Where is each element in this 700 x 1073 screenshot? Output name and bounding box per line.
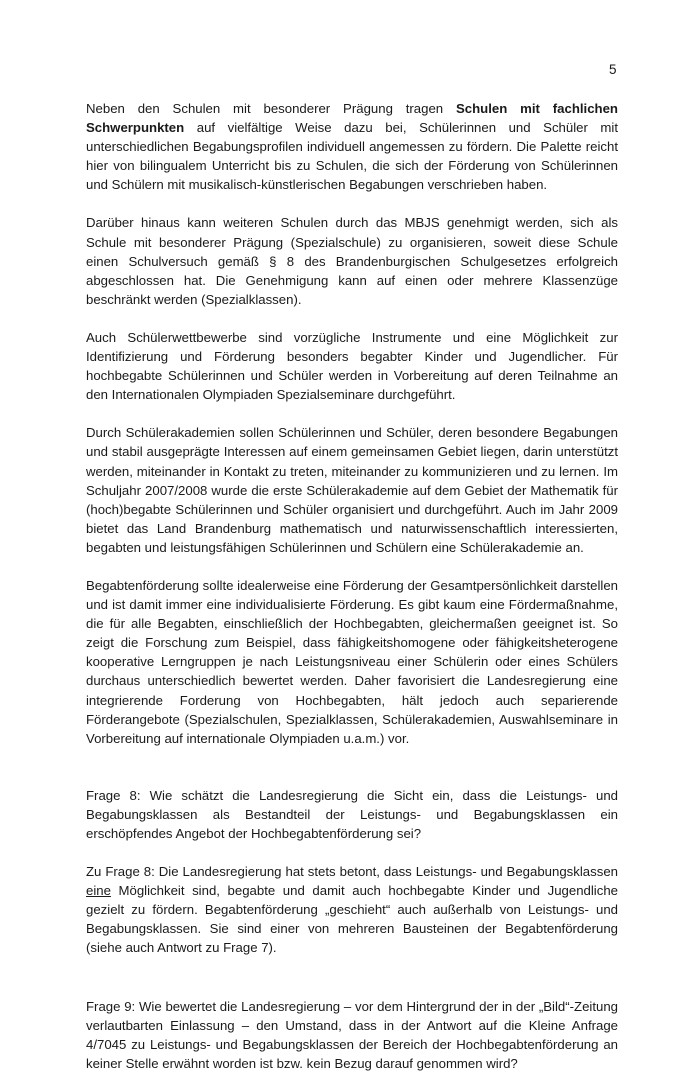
paragraph-text: Neben den Schulen mit besonderer Prägung tragen: [86, 101, 456, 116]
page-number: 5: [609, 62, 617, 77]
question-8: Frage 8: Wie schätzt die Landesregierung die Sicht ein, dass die Leistungs- und Begabungsklassen als Bestandteil der Leistungs- und Begabungsklassen ein erschöpfendes Angebot der Hochbegabtenförderung sei?: [86, 787, 618, 841]
paragraph-academies: Durch Schülerakademien sollen Schülerinnen und Schüler, deren besondere Begabungen und stabil ausgeprägte Interessen auf einem gemeinsamen Gebiet liegen, darin unterstützt werden, miteinander in Kontakt zu treten, miteinander zu kommunizieren und zu lernen. Im Schuljahr 2007/2008 wurde die erste Schülerakademie auf dem Gebiet der Mathematik für (hoch)begabte Schülerinnen und Schüler organisiert und durchgeführt. Auch im Jahr 2009 bietet das Land Brandenburg mathematisch und naturwissenschaftlich interessierten, begabten und leistungsfähigen Schülerinnen und Schülern eine Schülerakademie an.: [86, 425, 618, 555]
underlined-word: eine: [86, 883, 111, 899]
paragraph-text: auf vielfältige Weise dazu bei, Schülerinnen und Schüler mit unterschiedlichen Begabungsprofilen individuell angemessen zu fördern. Die Palette reicht hier von bilingualem Unterricht bis zu Schulen, die sich der Förderung von Schülerinnen und Schülern mit musikalisch-künstlerischen Begabungen verschrieben haben.: [86, 120, 618, 193]
paragraph-schools-focus: [86, 99, 618, 194]
paragraph-special-schools: Darüber hinaus kann weiteren Schulen durch das MBJS genehmigt werden, sich als Schule mit besonderer Prägung (Spezialschule) zu organisieren, soweit diese Schule einen Schulversuch gemäß § 8 des Brandenburgischen Schulgesetzes erfolgreich abgeschlossen hat. Die Genehmigung kann auf einen oder mehrere Klassenzüge beschränkt werden (Spezialklassen).: [86, 215, 618, 307]
paragraph-text: Möglichkeit sind, begabte und damit auch hochbegabte Kinder und Jugendliche gezielt zu fördern. Begabtenförderung „geschieht“ auch außerhalb von Leistungs- und Begabungsklassen. Sie sind einer von mehreren Bausteinen der Begabtenförderung (siehe auch Antwort zu Frage 7).: [86, 883, 618, 956]
question-9: Frage 9: Wie bewertet die Landesregierung – vor dem Hintergrund der in der „Bild“-Zeitung verlautbarten Einlassung – den Umstand, dass in der Antwort auf die Kleine Anfrage 4/7045 zu Leistungs- und Begabungsklassen der Bereich der Hochbegabtenförderung an keiner Stelle erwähnt worden ist bzw. kein Bezug darauf genommen wird?: [86, 998, 618, 1071]
answer-8: [86, 862, 618, 957]
paragraph-gifted-support: Begabtenförderung sollte idealerweise eine Förderung der Gesamtpersönlichkeit darstellen und ist damit immer eine individualisierte Förderung. Es gibt kaum eine Fördermaßnahme, die für alle Begabten, einschließlich der Hochbegabten, gleichermaßen geeignet ist. So zeigt die Forschung zum Beispiel, dass fähigkeitshomogene oder fähigkeitsheterogene kooperative Lerngruppen je nach Leistungsniveau einer Schülerin oder eines Schülers durchaus unterschiedlich bewertet werden. Daher favorisiert die Landesregierung eine integrierende Forderung von Hochbegabten, hält jedoch auch separierende Förderangebote (Spezialschulen, Spezialklassen, Schülerakademien, Auswahlseminare in Vorbereitung auf internationale Olympiaden u.a.m.) vor.: [86, 577, 618, 746]
bold-term: Schulen mit fachlichen Schwerpunkten: [86, 101, 618, 136]
paragraph-competitions: Auch Schülerwettbewerbe sind vorzügliche Instrumente und eine Möglichkeit zur Identifizierung und Förderung besonders begabter Kinder und Jugendlicher. Für hochbegabte Schülerinnen und Schüler werden in Vorbereitung auf deren Teilnahme an den Internationalen Olympiaden Spezialseminare durchgeführt.: [86, 329, 618, 403]
paragraph-text: Zu Frage 8: Die Landesregierung hat stets betont, dass Leistungs- und Begabungsklassen: [86, 864, 618, 880]
document-body: [86, 99, 618, 1073]
